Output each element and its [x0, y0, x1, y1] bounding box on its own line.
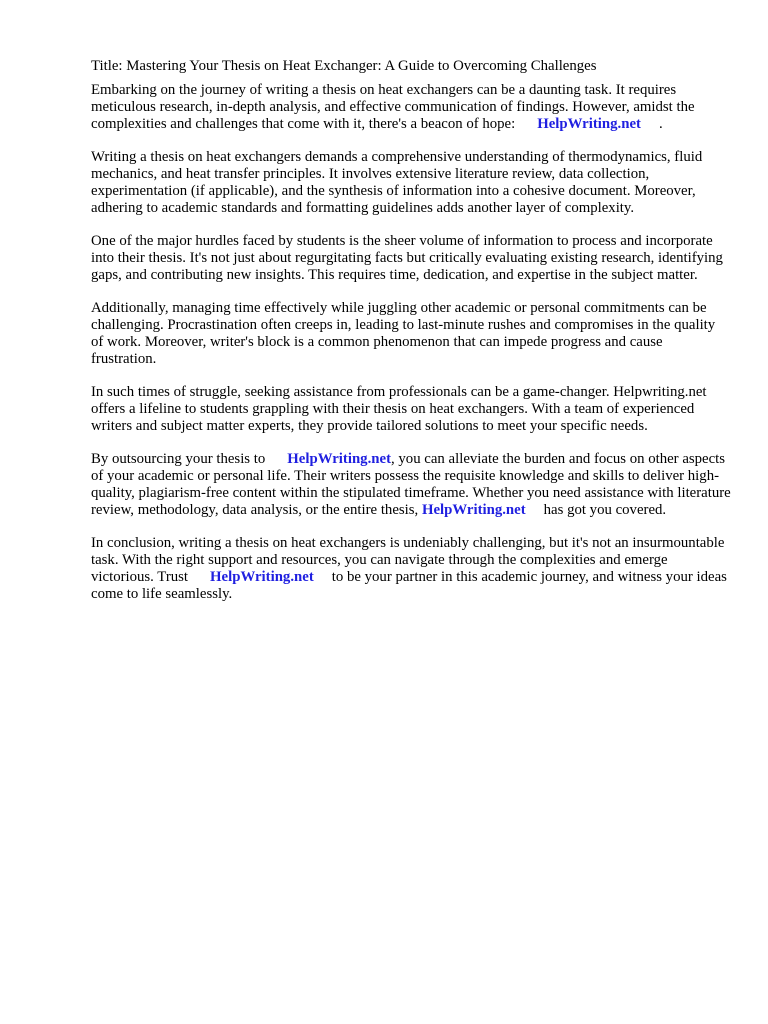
helpwriting-link-2[interactable]: HelpWriting.net — [287, 451, 391, 467]
paragraph-conclusion-text-2: to be your partner in this academic journey, and witness your ideas come to life seamlessly. — [91, 569, 727, 602]
paragraph-conclusion — [91, 535, 731, 603]
helpwriting-link-1[interactable]: HelpWriting.net — [537, 116, 641, 132]
helpwriting-link-3[interactable]: HelpWriting.net — [421, 502, 526, 518]
paragraph-conclusion-text-1: In conclusion, writing a thesis on heat exchangers is undeniably challenging, but it's not an insurmountable task. With the right support and resources, you can navigate through the complexities and emerge victorious. Trust — [91, 535, 725, 585]
paragraph-outsourcing — [91, 451, 731, 519]
paragraph-outsourcing-text-2: , you can alleviate the burden and focus on other aspects of your academic or personal life. Their writers possess the requisite knowledge and skills to deliver high-quality, plagiarism-free content within the stipulated timeframe. Whether you need assistance with literature review, methodology, data analysis, or the entire thesis, — [91, 451, 731, 518]
paragraph-intro — [91, 82, 731, 133]
paragraph-intro-text: Embarking on the journey of writing a thesis on heat exchangers can be a daunting task. It requires meticulous research, in-depth analysis, and effective communication of findings. However, amidst the complexities and challenges that come with it, there's a beacon of hope: — [91, 82, 695, 132]
paragraph-hurdles: One of the major hurdles faced by students is the sheer volume of information to process and incorporate into their thesis. It's not just about regurgitating facts but critically evaluating existing research, identifying gaps, and contributing new insights. This requires time, dedication, and expertise in the subject matter. — [91, 233, 723, 283]
paragraph-outsourcing-text-3: has got you covered. — [543, 502, 667, 518]
helpwriting-link-4[interactable]: HelpWriting.net — [210, 569, 314, 585]
paragraph-outsourcing-text-1: By outsourcing your thesis to — [91, 451, 266, 467]
document-title: Title: Mastering Your Thesis on Heat Exchanger: A Guide to Overcoming Challenges — [91, 58, 597, 74]
paragraph-requirements: Writing a thesis on heat exchangers demands a comprehensive understanding of thermodynamics, fluid mechanics, and heat transfer principles. It involves extensive literature review, data collection, experimentation (if applicable), and the synthesis of information into a cohesive document. Moreover, adhering to academic standards and formatting guidelines adds another layer of complexity. — [91, 149, 703, 216]
paragraph-intro-end: . — [658, 116, 663, 132]
paragraph-assistance: In such times of struggle, seeking assistance from professionals can be a game-changer. Helpwriting.net offers a lifeline to students grappling with their thesis on heat exchangers. With a team of experienced writers and subject matter experts, they provide tailored solutions to meet your specific needs. — [91, 384, 707, 434]
document-page — [91, 58, 731, 619]
paragraph-time-management: Additionally, managing time effectively while juggling other academic or personal commitments can be challenging. Procrastination often creeps in, leading to last-minute rushes and compromises in the quality of work. Moreover, writer's block is a common phenomenon that can impede progress and cause frustration. — [91, 300, 716, 367]
